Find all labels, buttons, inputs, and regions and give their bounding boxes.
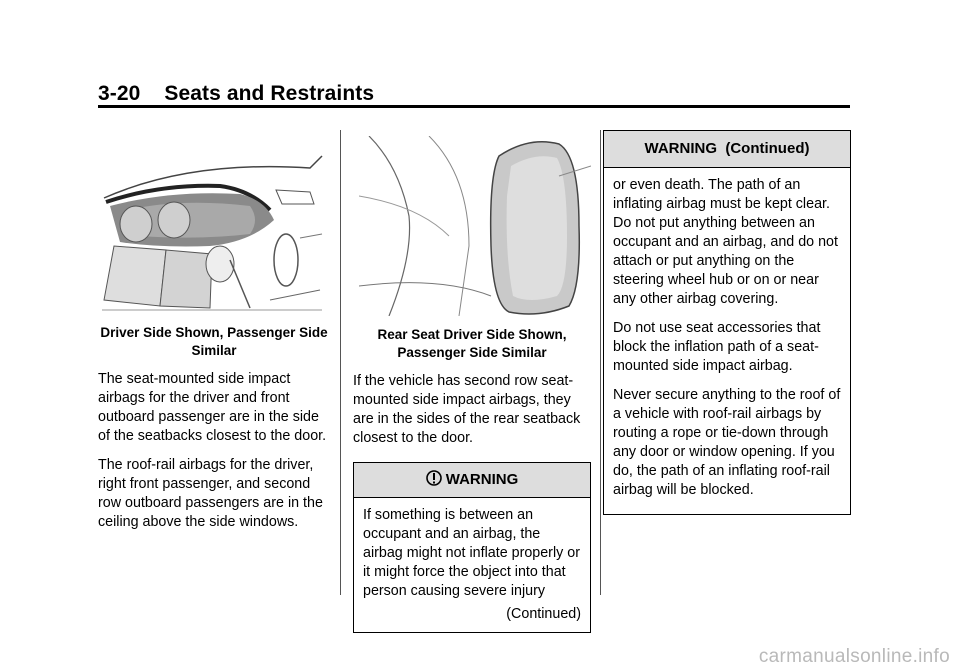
- section-title: Seats and Restraints: [164, 82, 375, 105]
- warning-text: Never secure anything to the roof of a vehicle with roof-rail airbags by routing a rope or tie-down through any door or window opening. If you do, the path of an inflating roof-rail airbag will be blocked.: [613, 387, 841, 498]
- warning-box: [603, 130, 851, 515]
- front-airbag-illustration: [100, 150, 324, 312]
- figure-caption: Driver Side Shown, Passenger Side Similar: [100, 325, 328, 358]
- continued-label: (Continued): [506, 606, 581, 622]
- warning-body: [354, 498, 590, 632]
- warning-text: or even death. The path of an inflating airbag must be kept clear. Do not put anything between an occupant and an airbag, and do not attach or put anything on the steering wheel hub or on or near any other airbag covering.: [613, 177, 838, 307]
- column-divider: [600, 130, 601, 595]
- warning-header: [604, 131, 850, 168]
- figure-caption: Rear Seat Driver Side Shown, Passenger Side Similar: [377, 327, 567, 360]
- rear-seat-airbag-illustration: [359, 136, 591, 316]
- warning-text: Do not use seat accessories that block the inflation path of a seat-mounted side impact airbag.: [613, 320, 821, 374]
- column-3: [603, 130, 851, 515]
- column-1: [98, 150, 330, 542]
- caution-icon: [426, 470, 442, 486]
- warning-title: WARNING (Continued): [644, 140, 810, 157]
- warning-body: [604, 168, 850, 514]
- page-number: 3-20: [98, 82, 141, 105]
- header-rule: [98, 105, 850, 108]
- warning-box: [353, 462, 591, 633]
- page-header: [98, 82, 374, 106]
- body-paragraph: If the vehicle has second row seat-mounted side impact airbags, they are in the sides of the rear seatback closest to the door.: [353, 373, 581, 446]
- column-2: [353, 136, 591, 633]
- body-paragraph: The roof-rail airbags for the driver, right front passenger, and second row outboard passengers are in the ceiling above the side windows.: [98, 457, 323, 530]
- warning-text: If something is between an occupant and an airbag, the airbag might not inflate properly or it might force the object into that person causing severe injury: [363, 507, 580, 599]
- watermark: carmanualsonline.info: [758, 646, 950, 667]
- column-divider: [340, 130, 341, 595]
- warning-header: [354, 463, 590, 498]
- body-paragraph: The seat-mounted side impact airbags for the driver and front outboard passenger are in the side of the seatbacks closest to the door.: [98, 371, 327, 444]
- warning-title: WARNING: [445, 471, 519, 488]
